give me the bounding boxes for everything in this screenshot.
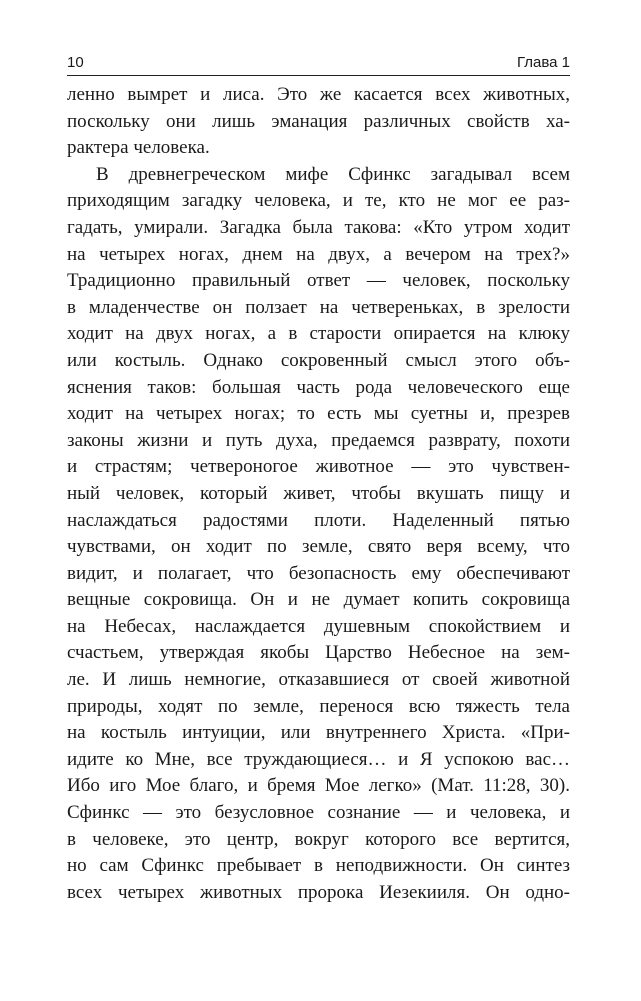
text-line: или костыль. Однако сокровенный смысл этого объ-: [67, 349, 570, 371]
text-line: в человеке, это центр, вокруг которого все вертится,: [67, 828, 570, 850]
text-line: законы жизни и путь духа, предаемся разврату, похоти: [67, 429, 570, 451]
chapter-title: Глава 1: [516, 54, 570, 71]
text-line: на костыль интуиции, или внутреннего Христа. «При-: [67, 722, 570, 744]
text-line: вещные сокровища. Он и не думает копить сокровища: [67, 589, 570, 611]
text-line: в младенчестве он ползает на четвереньках, в зрелости: [67, 296, 570, 318]
text-line: на Небесах, наслаждается душевным спокойствием и: [67, 615, 570, 637]
text-line: ле. И лишь немногие, отказавшиеся от своей животной: [67, 669, 570, 691]
text-line: ходит на двух ногах, а в старости опирается на клюку: [67, 323, 570, 345]
text-line: видит, и полагает, что безопасность ему обеспечивают: [67, 562, 570, 584]
text-line: Сфинкс — это безусловное сознание — и человека, и: [67, 802, 570, 824]
page-number: 10: [67, 54, 84, 71]
body-text: [67, 82, 570, 906]
text-line: поскольку они лишь эманация различных свойств ха-: [67, 110, 570, 132]
text-line: идите ко Мне, все труждающиеся… и Я успокою вас…: [67, 748, 570, 770]
text-line: гадать, умирали. Загадка была такова: «Кто утром ходит: [67, 216, 570, 238]
text-line: приходящим загадку человека, и те, кто не мог ее раз-: [67, 190, 570, 212]
text-line: Ибо иго Мое благо, и бремя Мое легко» (Мат. 11:28, 30).: [67, 775, 570, 797]
text-line: всех четырех животных пророка Иезекииля. Он одно-: [67, 881, 570, 903]
text-line: природы, ходят по земле, перенося всю тяжесть тела: [67, 695, 570, 717]
text-line: на четырех ногах, днем на двух, а вечером на трех?»: [67, 243, 570, 265]
text-line: ленно вымрет и лиса. Это же касается всех животных,: [67, 84, 570, 105]
text-line: ный человек, который живет, чтобы вкушать пищу и: [67, 482, 570, 504]
text-line: счастьем, утверждая якобы Царство Небесное на зем-: [67, 642, 570, 664]
text-line: ходит на четырех ногах; то есть мы суетны и, презрев: [67, 403, 570, 425]
text-line: яснения таков: большая часть рода человеческого еще: [67, 376, 570, 398]
text-line: но сам Сфинкс пребывает в неподвижности. Он синтез: [67, 855, 570, 877]
text-line: рактера человека.: [67, 137, 210, 159]
paragraph-first-line: В древнегреческом мифе Сфинкс загадывал всем: [96, 163, 570, 185]
header-rule: [67, 75, 570, 76]
running-head: [67, 50, 570, 76]
text-line: Традиционно правильный ответ — человек, поскольку: [67, 270, 570, 292]
text-line: наслаждаться радостями плоти. Наделенный пятью: [67, 509, 570, 531]
text-line: чувствами, он ходит по земле, свято веря всему, что: [67, 536, 570, 558]
text-line: и страстям; четвероногое животное — это чувствен-: [67, 456, 570, 478]
